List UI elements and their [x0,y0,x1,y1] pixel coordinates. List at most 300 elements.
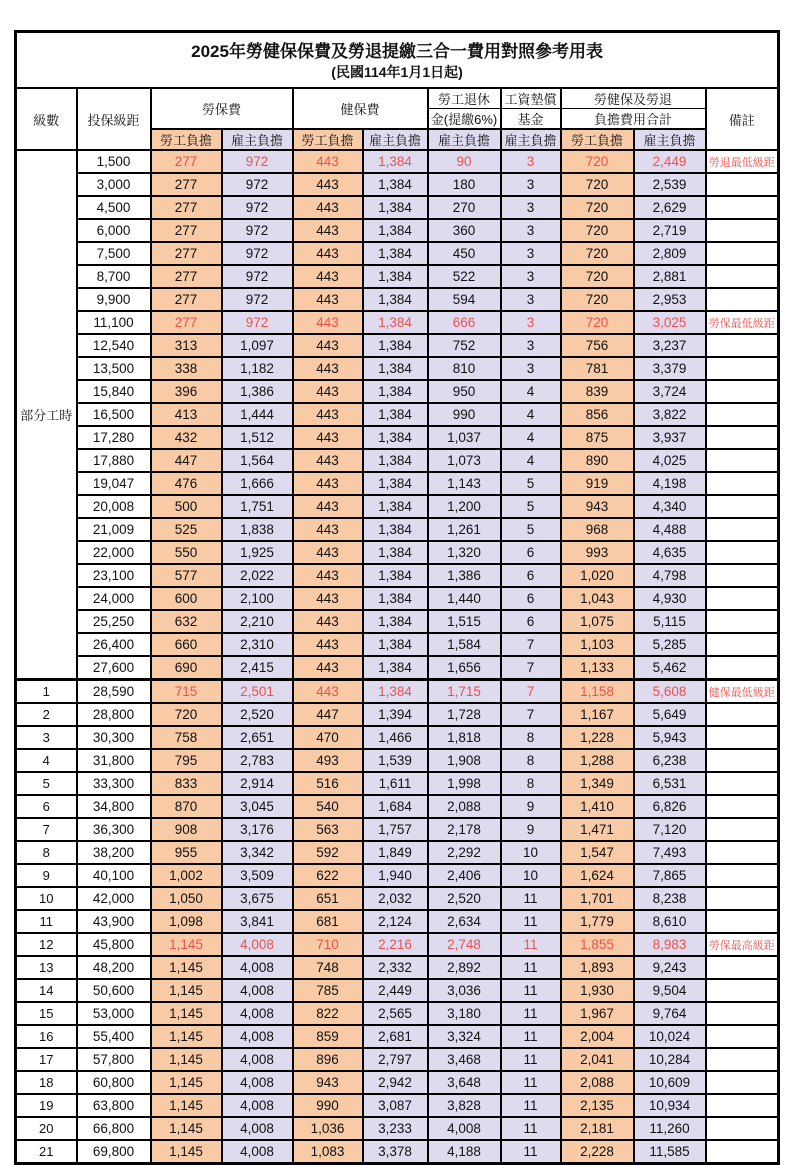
cell-total-employee: 2,004 [561,1025,634,1048]
cell-remark [706,265,779,288]
cell-salary-bracket: 1,500 [77,150,151,173]
cell-level: 18 [16,1071,77,1094]
cell-labor-employer: 4,008 [222,956,293,979]
cell-salary-bracket: 27,600 [77,656,151,680]
cell-labor-employer: 972 [222,242,293,265]
subheader-total-employee-share: 勞工負擔 [561,129,634,150]
table-row [16,610,779,633]
cell-remark [706,633,779,656]
cell-health-employer: 1,384 [363,403,428,426]
cell-salary-bracket: 48,200 [77,956,151,979]
cell-labor-employee: 525 [151,518,222,541]
cell-pension-employer: 1,908 [428,749,501,772]
cell-total-employee: 839 [561,380,634,403]
cell-salary-bracket: 9,900 [77,288,151,311]
cell-health-employee: 443 [293,242,363,265]
cell-remark [706,656,779,680]
cell-total-employer: 4,798 [634,564,706,587]
cell-wage-fund-employer: 7 [501,656,561,680]
cell-labor-employee: 1,098 [151,910,222,933]
cell-labor-employee: 277 [151,288,222,311]
cell-remark [706,1025,779,1048]
col-header-pension-line2: 金(提繳6%) [428,109,501,130]
cell-labor-employer: 2,210 [222,610,293,633]
cell-total-employer: 2,629 [634,196,706,219]
cell-wage-fund-employer: 11 [501,887,561,910]
cell-wage-fund-employer: 6 [501,541,561,564]
cell-health-employee: 447 [293,703,363,726]
cell-total-employer: 5,462 [634,656,706,680]
cell-remark [706,357,779,380]
cell-total-employer: 2,449 [634,150,706,173]
cell-wage-fund-employer: 3 [501,311,561,334]
cell-remark [706,1071,779,1094]
cell-labor-employer: 4,008 [222,1002,293,1025]
table-row [16,864,779,887]
cell-pension-employer: 1,715 [428,680,501,704]
cell-total-employee: 720 [561,150,634,173]
table-row [16,749,779,772]
cell-remark [706,242,779,265]
cell-total-employee: 720 [561,242,634,265]
cell-wage-fund-employer: 6 [501,610,561,633]
cell-pension-employer: 2,406 [428,864,501,887]
cell-wage-fund-employer: 4 [501,403,561,426]
cell-pension-employer: 752 [428,334,501,357]
cell-total-employee: 2,135 [561,1094,634,1117]
subheader-total-employer-share: 雇主負擔 [634,129,706,150]
cell-level: 20 [16,1117,77,1140]
cell-total-employer: 3,724 [634,380,706,403]
cell-labor-employee: 908 [151,818,222,841]
cell-wage-fund-employer: 10 [501,841,561,864]
cell-remark [706,1048,779,1071]
table-row [16,311,779,334]
cell-salary-bracket: 15,840 [77,380,151,403]
table-row [16,703,779,726]
col-header-pension-line1: 勞工退休 [428,88,501,109]
cell-labor-employee: 577 [151,564,222,587]
cell-labor-employee: 1,145 [151,1117,222,1140]
cell-level: 17 [16,1048,77,1071]
table-row [16,196,779,219]
cell-pension-employer: 594 [428,288,501,311]
cell-wage-fund-employer: 3 [501,334,561,357]
cell-health-employer: 2,332 [363,956,428,979]
cell-total-employee: 1,228 [561,726,634,749]
cell-remark [706,219,779,242]
cell-total-employee: 720 [561,311,634,334]
cell-health-employee: 443 [293,495,363,518]
cell-health-employee: 822 [293,1002,363,1025]
cell-salary-bracket: 13,500 [77,357,151,380]
cell-salary-bracket: 31,800 [77,749,151,772]
cell-level: 14 [16,979,77,1002]
cell-labor-employee: 955 [151,841,222,864]
cell-remark [706,818,779,841]
table-row [16,1048,779,1071]
subheader-labor-employee-share: 勞工負擔 [151,129,222,150]
cell-remark [706,587,779,610]
cell-health-employer: 1,384 [363,265,428,288]
cell-total-employer: 9,243 [634,956,706,979]
cell-labor-employer: 1,512 [222,426,293,449]
cell-total-employee: 2,228 [561,1140,634,1164]
cell-health-employer: 1,466 [363,726,428,749]
cell-level: 21 [16,1140,77,1164]
cell-health-employee: 943 [293,1071,363,1094]
table-row [16,357,779,380]
cell-total-employee: 1,967 [561,1002,634,1025]
cell-salary-bracket: 28,800 [77,703,151,726]
cell-total-employee: 720 [561,173,634,196]
cell-remark [706,541,779,564]
col-header-wage-fund-line1: 工資墊償 [501,88,561,109]
cell-health-employer: 1,849 [363,841,428,864]
cell-total-employer: 8,238 [634,887,706,910]
cell-labor-employee: 1,145 [151,1048,222,1071]
cell-health-employer: 1,384 [363,541,428,564]
cell-remark [706,472,779,495]
cell-health-employer: 2,681 [363,1025,428,1048]
col-header-salary-bracket: 投保級距 [77,88,151,150]
cell-health-employee: 651 [293,887,363,910]
cell-level: 15 [16,1002,77,1025]
cell-health-employee: 443 [293,173,363,196]
table-row [16,495,779,518]
cell-labor-employer: 972 [222,196,293,219]
cell-health-employee: 443 [293,633,363,656]
cell-health-employee: 443 [293,472,363,495]
cell-wage-fund-employer: 7 [501,633,561,656]
cell-total-employee: 1,075 [561,610,634,633]
cell-pension-employer: 1,818 [428,726,501,749]
cell-wage-fund-employer: 9 [501,818,561,841]
cell-salary-bracket: 17,880 [77,449,151,472]
cell-salary-bracket: 55,400 [77,1025,151,1048]
cell-labor-employee: 1,145 [151,979,222,1002]
cell-total-employee: 720 [561,288,634,311]
cell-health-employer: 1,384 [363,587,428,610]
table-row [16,1025,779,1048]
cell-labor-employer: 4,008 [222,1071,293,1094]
cell-total-employer: 4,025 [634,449,706,472]
cell-remark [706,841,779,864]
cell-labor-employer: 1,925 [222,541,293,564]
cell-health-employer: 2,797 [363,1048,428,1071]
cell-wage-fund-employer: 4 [501,449,561,472]
cell-remark [706,610,779,633]
cell-labor-employer: 4,008 [222,979,293,1002]
cell-labor-employer: 4,008 [222,933,293,956]
cell-total-employee: 856 [561,403,634,426]
cell-total-employee: 720 [561,265,634,288]
table-row [16,818,779,841]
cell-health-employer: 1,384 [363,610,428,633]
cell-total-employer: 6,531 [634,772,706,795]
table-row [16,1002,779,1025]
cell-salary-bracket: 12,540 [77,334,151,357]
cell-labor-employer: 3,176 [222,818,293,841]
cell-pension-employer: 810 [428,357,501,380]
table-row [16,1140,779,1164]
cell-total-employee: 2,088 [561,1071,634,1094]
cell-wage-fund-employer: 11 [501,1002,561,1025]
cell-total-employee: 1,133 [561,656,634,680]
cell-health-employee: 443 [293,426,363,449]
cell-health-employer: 1,384 [363,311,428,334]
cell-health-employer: 1,384 [363,357,428,380]
cell-total-employer: 5,115 [634,610,706,633]
cell-health-employee: 1,083 [293,1140,363,1164]
cell-total-employee: 1,855 [561,933,634,956]
cell-salary-bracket: 6,000 [77,219,151,242]
cell-pension-employer: 3,036 [428,979,501,1002]
table-row [16,472,779,495]
cell-pension-employer: 2,748 [428,933,501,956]
cell-labor-employer: 972 [222,265,293,288]
cell-salary-bracket: 66,800 [77,1117,151,1140]
cell-pension-employer: 4,188 [428,1140,501,1164]
cell-salary-bracket: 3,000 [77,173,151,196]
cell-salary-bracket: 7,500 [77,242,151,265]
cell-pension-employer: 1,073 [428,449,501,472]
cell-salary-bracket: 36,300 [77,818,151,841]
cell-labor-employee: 413 [151,403,222,426]
cell-wage-fund-employer: 7 [501,680,561,704]
cell-labor-employee: 396 [151,380,222,403]
cell-wage-fund-employer: 5 [501,472,561,495]
cell-total-employer: 11,260 [634,1117,706,1140]
cell-pension-employer: 450 [428,242,501,265]
cell-total-employee: 1,103 [561,633,634,656]
cell-level: 11 [16,910,77,933]
cell-health-employee: 1,036 [293,1117,363,1140]
cell-pension-employer: 3,828 [428,1094,501,1117]
table-row [16,426,779,449]
table-row [16,887,779,910]
cell-health-employer: 1,384 [363,426,428,449]
col-header-labor-insurance: 勞保費 [151,88,293,129]
table-row [16,633,779,656]
cell-labor-employee: 432 [151,426,222,449]
cell-health-employer: 1,384 [363,242,428,265]
cell-total-employee: 1,471 [561,818,634,841]
cell-labor-employer: 1,751 [222,495,293,518]
cell-health-employer: 1,611 [363,772,428,795]
cell-labor-employer: 972 [222,219,293,242]
table-row [16,150,779,173]
cell-salary-bracket: 22,000 [77,541,151,564]
cell-level: 3 [16,726,77,749]
cell-salary-bracket: 19,047 [77,472,151,495]
cell-total-employer: 2,809 [634,242,706,265]
cell-labor-employer: 2,501 [222,680,293,704]
cell-total-employer: 4,488 [634,518,706,541]
cell-pension-employer: 2,088 [428,795,501,818]
table-row [16,587,779,610]
cell-total-employee: 1,624 [561,864,634,887]
cell-health-employee: 443 [293,311,363,334]
cell-total-employer: 5,608 [634,680,706,704]
subheader-health-employer-share: 雇主負擔 [363,129,428,150]
cell-total-employer: 9,764 [634,1002,706,1025]
cell-labor-employee: 550 [151,541,222,564]
cell-salary-bracket: 50,600 [77,979,151,1002]
cell-health-employee: 443 [293,288,363,311]
cell-health-employee: 785 [293,979,363,1002]
cell-total-employer: 7,493 [634,841,706,864]
cell-pension-employer: 180 [428,173,501,196]
cell-total-employer: 3,937 [634,426,706,449]
cell-health-employer: 2,449 [363,979,428,1002]
cell-remark [706,703,779,726]
cell-total-employer: 5,285 [634,633,706,656]
cell-health-employer: 1,384 [363,680,428,704]
cell-wage-fund-employer: 10 [501,864,561,887]
cell-pension-employer: 1,584 [428,633,501,656]
cell-pension-employer: 2,892 [428,956,501,979]
cell-salary-bracket: 45,800 [77,933,151,956]
col-header-level: 級數 [16,88,77,150]
cell-health-employer: 1,757 [363,818,428,841]
title-row [16,32,779,89]
cell-pension-employer: 1,386 [428,564,501,587]
cell-health-employer: 1,384 [363,150,428,173]
cell-remark [706,449,779,472]
cell-wage-fund-employer: 11 [501,1117,561,1140]
cell-total-employee: 1,167 [561,703,634,726]
cell-health-employer: 3,378 [363,1140,428,1164]
cell-labor-employer: 972 [222,288,293,311]
cell-pension-employer: 1,440 [428,587,501,610]
cell-pension-employer: 3,324 [428,1025,501,1048]
cell-total-employee: 720 [561,196,634,219]
cell-wage-fund-employer: 8 [501,772,561,795]
cell-health-employer: 1,940 [363,864,428,887]
header-row-groups [16,88,779,109]
cell-labor-employer: 4,008 [222,1094,293,1117]
cell-labor-employee: 660 [151,633,222,656]
cell-labor-employer: 3,045 [222,795,293,818]
cell-pension-employer: 2,634 [428,910,501,933]
table-row [16,288,779,311]
cell-pension-employer: 90 [428,150,501,173]
cell-health-employee: 443 [293,541,363,564]
cell-salary-bracket: 34,800 [77,795,151,818]
cell-labor-employer: 972 [222,173,293,196]
cell-total-employer: 2,539 [634,173,706,196]
cell-health-employer: 2,032 [363,887,428,910]
cell-wage-fund-employer: 11 [501,910,561,933]
cell-pension-employer: 360 [428,219,501,242]
cell-remark [706,910,779,933]
cell-total-employee: 919 [561,472,634,495]
cell-salary-bracket: 28,590 [77,680,151,704]
cell-pension-employer: 2,178 [428,818,501,841]
cell-labor-employee: 833 [151,772,222,795]
cell-remark: 勞保最高級距 [706,933,779,956]
cell-labor-employee: 632 [151,610,222,633]
cell-total-employer: 10,609 [634,1071,706,1094]
cell-wage-fund-employer: 11 [501,979,561,1002]
cell-pension-employer: 1,143 [428,472,501,495]
cell-pension-employer: 522 [428,265,501,288]
cell-labor-employer: 3,342 [222,841,293,864]
cell-wage-fund-employer: 3 [501,242,561,265]
cell-labor-employee: 277 [151,242,222,265]
cell-health-employee: 443 [293,518,363,541]
col-header-health-insurance: 健保費 [293,88,428,129]
table-row [16,242,779,265]
cell-salary-bracket: 42,000 [77,887,151,910]
table-row [16,680,779,704]
cell-health-employer: 1,384 [363,173,428,196]
page-subtitle: (民國114年1月1日起) [331,64,463,81]
cell-wage-fund-employer: 3 [501,196,561,219]
cell-pension-employer: 1,037 [428,426,501,449]
cell-labor-employee: 1,145 [151,1025,222,1048]
cell-wage-fund-employer: 3 [501,173,561,196]
table-row [16,1071,779,1094]
cell-health-employer: 1,384 [363,518,428,541]
cell-pension-employer: 1,656 [428,656,501,680]
table-row [16,265,779,288]
cell-labor-employer: 1,386 [222,380,293,403]
cell-remark [706,380,779,403]
cell-total-employer: 3,025 [634,311,706,334]
cell-salary-bracket: 24,000 [77,587,151,610]
cell-remark [706,956,779,979]
cell-total-employer: 5,943 [634,726,706,749]
cell-total-employee: 1,020 [561,564,634,587]
cell-level: 12 [16,933,77,956]
table-row [16,564,779,587]
cell-wage-fund-employer: 4 [501,426,561,449]
cell-health-employer: 2,942 [363,1071,428,1094]
table-body [16,150,779,1164]
cell-remark [706,1117,779,1140]
cell-remark [706,1002,779,1025]
cell-salary-bracket: 20,008 [77,495,151,518]
cell-total-employer: 3,822 [634,403,706,426]
cell-labor-employee: 1,145 [151,1094,222,1117]
table-row [16,979,779,1002]
cell-health-employee: 443 [293,449,363,472]
cell-remark [706,334,779,357]
cell-labor-employer: 1,838 [222,518,293,541]
cell-pension-employer: 270 [428,196,501,219]
cell-labor-employee: 1,145 [151,1002,222,1025]
cell-labor-employer: 2,022 [222,564,293,587]
table-row [16,795,779,818]
cell-labor-employee: 600 [151,587,222,610]
cell-total-employer: 10,284 [634,1048,706,1071]
cell-health-employee: 592 [293,841,363,864]
cell-wage-fund-employer: 3 [501,357,561,380]
cell-wage-fund-employer: 11 [501,956,561,979]
cell-health-employer: 3,087 [363,1094,428,1117]
cell-total-employer: 6,238 [634,749,706,772]
cell-salary-bracket: 21,009 [77,518,151,541]
cell-health-employee: 443 [293,610,363,633]
cell-level: 1 [16,680,77,704]
cell-wage-fund-employer: 11 [501,1071,561,1094]
cell-pension-employer: 1,200 [428,495,501,518]
cell-total-employer: 9,504 [634,979,706,1002]
cell-total-employee: 1,043 [561,587,634,610]
cell-total-employer: 7,865 [634,864,706,887]
